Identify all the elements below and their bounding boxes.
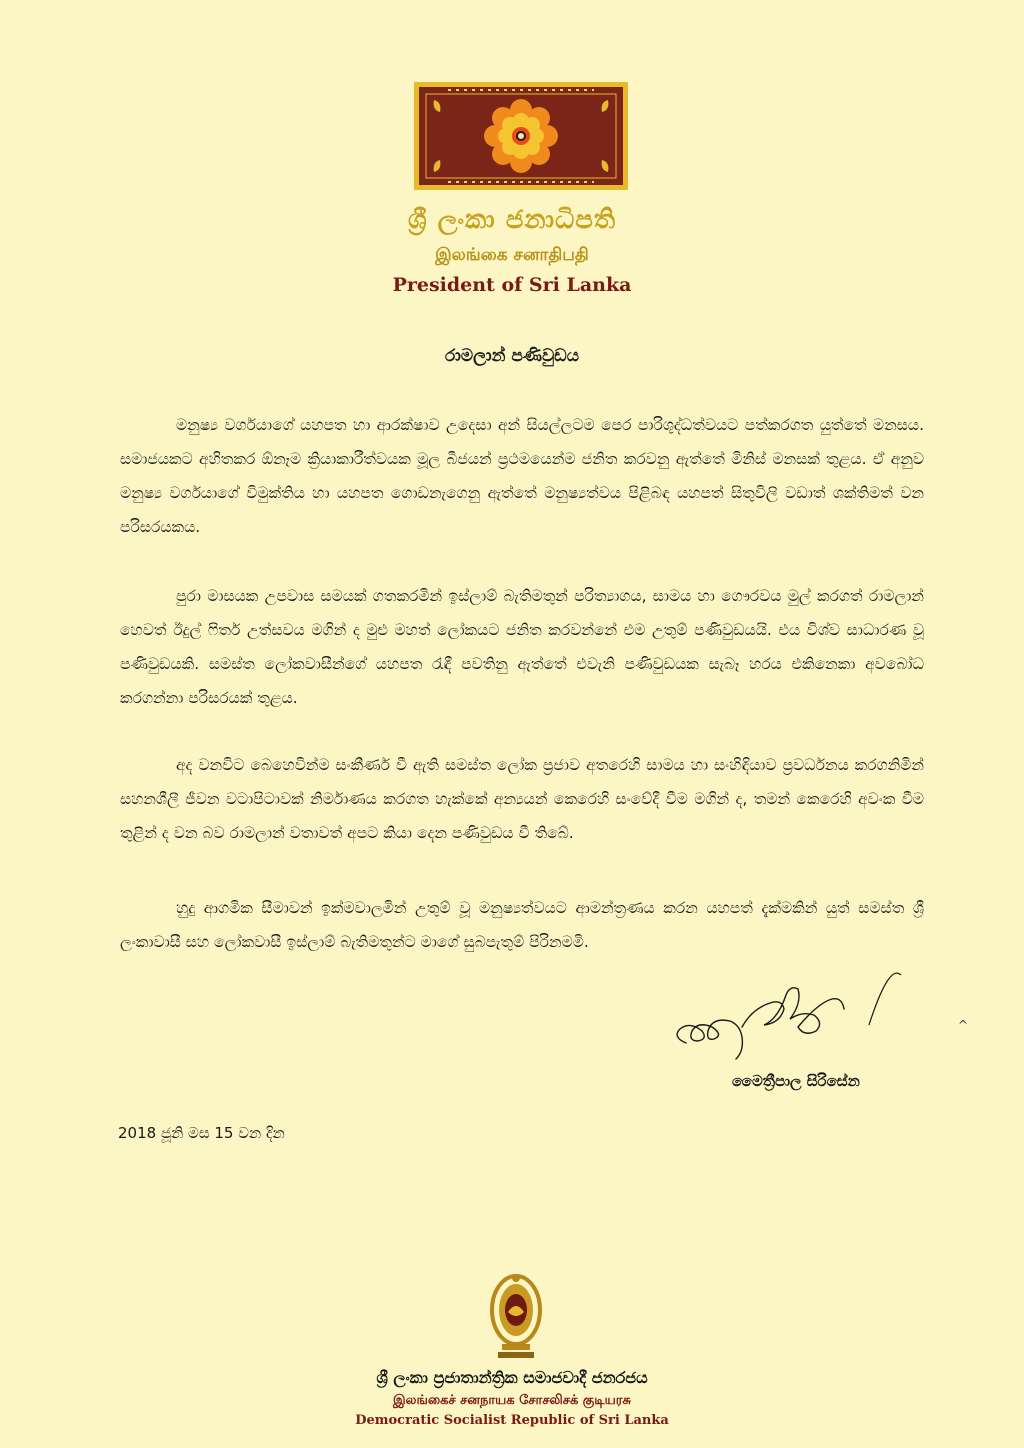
footer-english: Democratic Socialist Republic of Sri Lanka — [355, 1413, 669, 1428]
footer-sinhala: ශ්‍රී ලංකා ප්‍රජාතාන්ත්‍රික සමාජවාදී ජනරජය — [376, 1368, 648, 1387]
presidential-flag-emblem — [414, 82, 628, 190]
footer-tamil: இலங்கைச் சனநாயக சோசலிசக் குடியரசு — [393, 1393, 631, 1408]
header-title-sinhala: ශ්‍රී ලංකා ජනාධිපති — [407, 205, 617, 235]
header-title-english: President of Sri Lanka — [392, 274, 632, 296]
signatory-name: මෛත්‍රීපාල සිරිසේන — [732, 1072, 860, 1090]
header-title-tamil: இலங்கை சனாதிபதி — [435, 245, 589, 265]
pen-mark: ^ — [958, 1018, 969, 1032]
letter-paragraph: අද වනවිට බෙහෙවින්ම සංකීර්ණ වී ඇති සමස්ත ලෝක ප්‍රජාව අතරෙහි සාමය හා සංහිඳියාව ප්‍රවර්ධනය කරගනිමින් සහනශීලී ජීවන වටාපිටාවක් නිර්මාණය කරගත හැක්කේ අන්‍යයන් කෙරෙහි සංවේදී වීම මගින් ද, තමන් කෙරෙහි අවංක වීම තුළින් ද වන බව රාමලාන් වතාවත් අපට කියා දෙන පණිවුඩය වී තිබේ. — [120, 755, 924, 842]
letter-paragraph: මනුෂ්‍ය වර්ගයාගේ යහපත හා ආරක්ෂාව උදෙසා අන් සියල්ලටම පෙර පාරිශුද්ධත්වයට පත්කරගත යුත්තේ මනසය. සමාජයකට අහිතකර ඕනෑම ක්‍රියාකාරීත්වයක මූල බීජයන් ප්‍රථමයෙන්ම ජනිත කරවනු ඇත්තේ මිනිස් මනසක් තුළය. ඒ අනුව මනුෂ්‍ය වර්ගයාගේ විමුක්තිය හා යහපත ගොඩනැගෙනු ඇත්තේ මනුෂ්‍යත්වය පිළිබඳ යහපත් සිතුවිලි වඩාත් ශක්තිමත් වන පරිසරයකය. — [120, 415, 924, 536]
letter-paragraph: පුරා මාසයක උපවාස සමයක් ගතකරමින් ඉස්ලාම් බැතිමතුන් පරිත්‍යාගය, සාමය හා ගෞරවය මුල් කරගත් රාමලාන් හෙවත් ඊදුල් ෆිතර් උත්සවය මගින් ද මුළු මහත් ලෝකයට ජනිත කරවන්නේ එම උතුම් පණිවුඩයයි. එය විශ්ව සාධාරණ වූ පණිවුඩයකි. සමස්ත ලෝකවාසීන්ගේ යහපත රැඳී පවතිනු ඇත්තේ එවැනි පණිවුඩයක සැබෑ හරය එකිනෙකා අවබෝධ කරගන්නා පරිසරයක් තුළය. — [120, 586, 924, 707]
national-emblem-crest — [488, 1272, 544, 1362]
letter-date: 2018 ජූනි මස 15 වන දින — [118, 1124, 285, 1142]
handwritten-signature — [664, 965, 974, 1065]
letter-paragraph: හුදු ආගමික සීමාවන් ඉක්මවාලමින් උතුම් වූ මනුෂ්‍යත්වයට ආමන්ත්‍රණය කරන යහපත් දැක්මකින් යුත් සමස්ත ශ්‍රී ලංකාවාසී සහ ලෝකවාසී ඉස්ලාම් බැතිමතුන්ට මාගේ සුබපැතුම් පිරිනමමි. — [120, 898, 924, 951]
letter-title: රාමලාන් පණිවුඩය — [444, 346, 579, 366]
